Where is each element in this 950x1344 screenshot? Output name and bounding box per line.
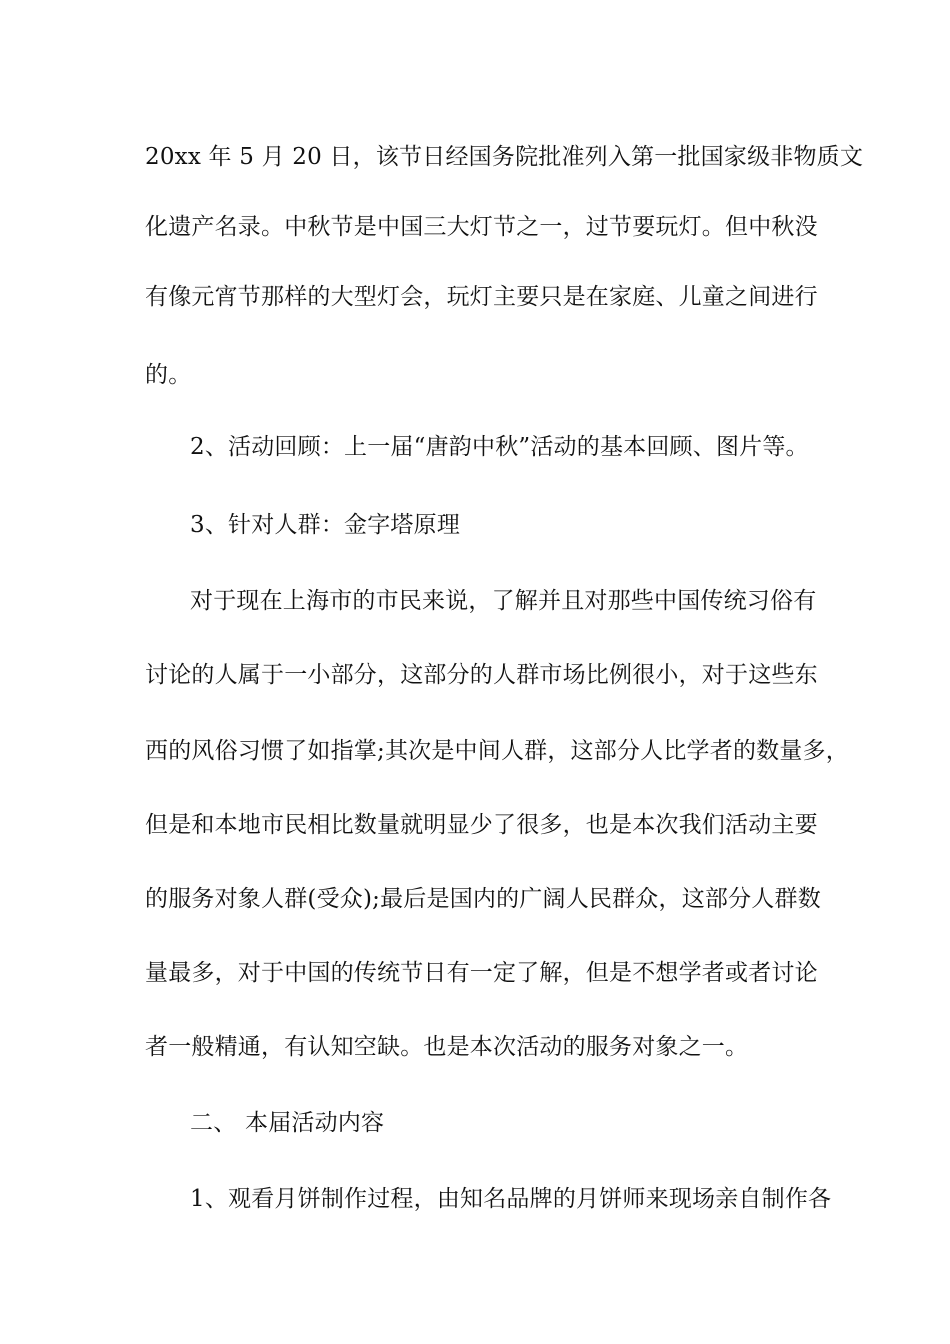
paragraph-line: 20xx 年 5 月 20 日，该节日经国务院批准列入第一批国家级非物质文 xyxy=(145,144,864,170)
section-heading xyxy=(190,1108,384,1138)
paragraph-line: 但是和本地市民相比数量就明显少了很多，也是本次我们活动主要 xyxy=(145,812,818,838)
paragraph-line: 的。 xyxy=(145,362,192,388)
paragraph-line: 量最多，对于中国的传统节日有一定了解，但是不想学者或者讨论 xyxy=(145,960,818,986)
section-number: 二、 xyxy=(190,1110,237,1136)
paragraph-line: 对于现在上海市的市民来说，了解并且对那些中国传统习俗有 xyxy=(190,588,817,614)
paragraph-line: 讨论的人属于一小部分，这部分的人群市场比例很小，对于这些东 xyxy=(145,662,818,688)
paragraph-line: 1、观看月饼制作过程，由知名品牌的月饼师来现场亲自制作各 xyxy=(190,1186,832,1212)
paragraph-line: 化遗产名录。中秋节是中国三大灯节之一，过节要玩灯。但中秋没 xyxy=(145,214,818,240)
paragraph-line: 的服务对象人群(受众);最后是国内的广阔人民群众，这部分人群数 xyxy=(145,886,821,912)
paragraph-line: 有像元宵节那样的大型灯会，玩灯主要只是在家庭、儿童之间进行 xyxy=(145,284,818,310)
target-audience-line: 3、针对人群：金字塔原理 xyxy=(190,512,461,538)
paragraph-line: 西的风俗习惯了如指掌;其次是中间人群，这部分人比学者的数量多， xyxy=(145,738,849,764)
section-title: 本届活动内容 xyxy=(245,1110,385,1136)
activity-review-line: 2、活动回顾：上一届“唐韵中秋”活动的基本回顾、图片等。 xyxy=(190,434,809,460)
paragraph-line: 者一般精通，有认知空缺。也是本次活动的服务对象之一。 xyxy=(145,1034,749,1060)
